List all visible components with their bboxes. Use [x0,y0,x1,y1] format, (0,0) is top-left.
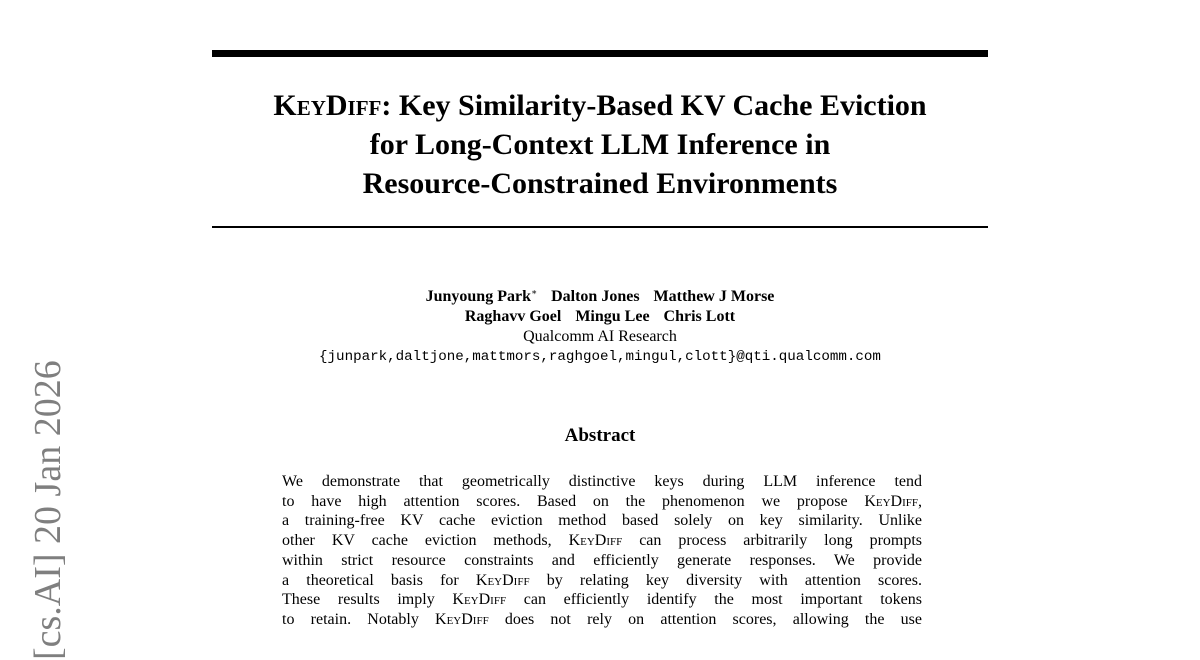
title-bottom-rule [212,226,988,228]
abstract-line [282,511,922,531]
abstract-text: can process arbitrarily long prompts [622,532,923,550]
arxiv-side-stamp: [cs.AI] 20 Jan 2026 [27,360,69,660]
author-row-1 [212,282,988,307]
abstract-text: to have high attention scores. Based on the phenomenon we propose [282,492,865,510]
title-line-3: Resource-Constrained Environments [362,167,838,200]
method-name: KeyDiff [273,89,382,122]
abstract-line [282,551,922,571]
abstract-text: other KV cache eviction methods, [282,532,569,550]
abstract-text: to retain. Notably [282,610,436,628]
title-line-1: KeyDiff: Key Similarity-Based KV Cache Eviction [273,89,927,122]
method-name: KeyDiff [864,492,918,510]
method-name: KeyDiff [475,571,530,589]
abstract-heading: Abstract [564,425,636,446]
method-name: KeyDiff [568,532,623,550]
method-name: KeyDiff [452,591,507,609]
author-emails: {junpark,daltjone,mattmors,raghgoel,mingul,clott}@qti.qualcomm.com [319,349,881,365]
abstract-line [282,590,922,610]
abstract-text: does not rely on attention scores, allowing the use [488,610,923,628]
author-name: Raghavv Goel [464,308,562,325]
author-row-2 [212,307,988,327]
title-line-2: for Long-Context LLM Inference in [369,128,831,161]
abstract-body [282,472,922,630]
abstract-text: within strict resource constraints and efficiently generate responses. We provide [282,551,922,569]
author-name: Dalton Jones [551,288,640,305]
abstract-text: a theoretical basis for [282,571,476,589]
method-name: KeyDiff [435,610,489,628]
author-block [212,282,988,367]
abstract-line [282,472,922,492]
abstract-text: by relating key diversity with attention scores. [529,571,923,589]
abstract-line [282,571,922,591]
paper-title [212,86,988,203]
author-name: Mingu Lee [575,308,650,325]
author-name: Chris Lott [663,308,736,325]
abstract-text: These results imply [282,591,453,609]
author-name: Matthew J Morse [653,288,775,305]
abstract-text: We demonstrate that geometrically distinctive keys during LLM inference tend [282,473,922,490]
abstract-line [282,492,922,512]
author-name: Junyoung Park [425,288,531,305]
abstract-text: can efficiently identify the most important tokens [506,591,923,609]
title-top-rule [212,50,988,57]
abstract-line [282,531,922,551]
corresponding-author-mark: ∗ [530,287,538,297]
affiliation: Qualcomm AI Research [523,328,677,345]
abstract-text: , [918,492,922,510]
abstract-line [282,610,922,630]
abstract-text: a training-free KV cache eviction method based solely on key similarity. Unlike [282,512,922,530]
